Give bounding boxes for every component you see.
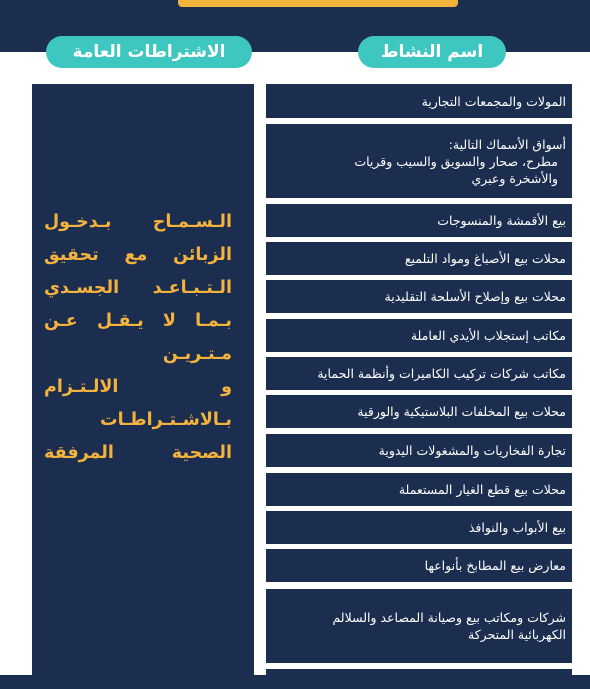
requirement-line: الصحية المرفقة [44,443,232,463]
activity-row [266,589,572,663]
activity-name: الكهربائية المتحركة [468,627,566,642]
requirement-line: بـالاشـتـراطـات [100,410,232,430]
activity-name: محلات بيع المخلفات البلاستيكية والورقية [357,404,566,419]
activity-name: محلات بيع الأصباغ ومواد التلميع [404,251,566,266]
requirement-line: الزبائن مع تحقيق [44,245,232,265]
activity-name: بيع الأبواب والنوافذ [468,520,566,535]
activity-detail: والأشخرة وعبري [471,170,558,186]
activity-row [266,434,572,467]
activity-name: محلات بيع قطع الغيار المستعملة [398,482,566,497]
activity-detail: مطرح، صحار والسويق والسيب وقريات [354,153,558,169]
activity-name: معارض بيع المطابخ بأنواعها [424,558,566,573]
activity-name-header: اسم النشاط [358,36,506,68]
activity-name: مكاتب شركات تركيب الكاميرات وأنظمة الحماية [317,366,566,381]
activity-row [266,511,572,544]
activity-name: مكاتب إستجلاب الأيدي العاملة [410,328,566,343]
requirement-line: الـسـمـاح بـدخـول [44,212,232,232]
requirement-line: و الالـتـزام [44,377,232,397]
activity-row [266,357,572,390]
activity-row [266,242,572,275]
activity-name: شركات ومكاتب بيع وصيانة المصاعد والسلالم [332,610,566,625]
general-requirements-text [44,206,232,470]
activity-name: بيع الأقمشة والمنسوجات [437,213,566,228]
activity-row [266,319,572,352]
general-requirements-header: الاشتراطات العامة [46,36,252,68]
requirement-line: مـتـريـن [162,344,232,364]
activity-name: المولات والمجمعات التجارية [421,93,566,109]
activity-row [266,84,572,118]
activity-name: محلات بيع وإصلاح الأسلحة التقليدية [384,289,566,304]
activity-row [266,473,572,506]
activity-row [266,280,572,313]
activity-row [266,124,572,198]
activity-row [266,204,572,237]
activity-row [266,549,572,582]
requirement-line: بـمـا لا يـقـل عـن [44,311,232,331]
activity-name: تجارة الفخاريات والمشغولات اليدوية [378,443,566,458]
activity-name: أسواق الأسماك التالية: [448,136,566,152]
top-banner [178,0,458,7]
activity-row-partial [266,669,572,689]
activity-row [266,395,572,428]
requirement-line: الـتـبـاعـد الجسـدي [44,278,232,298]
